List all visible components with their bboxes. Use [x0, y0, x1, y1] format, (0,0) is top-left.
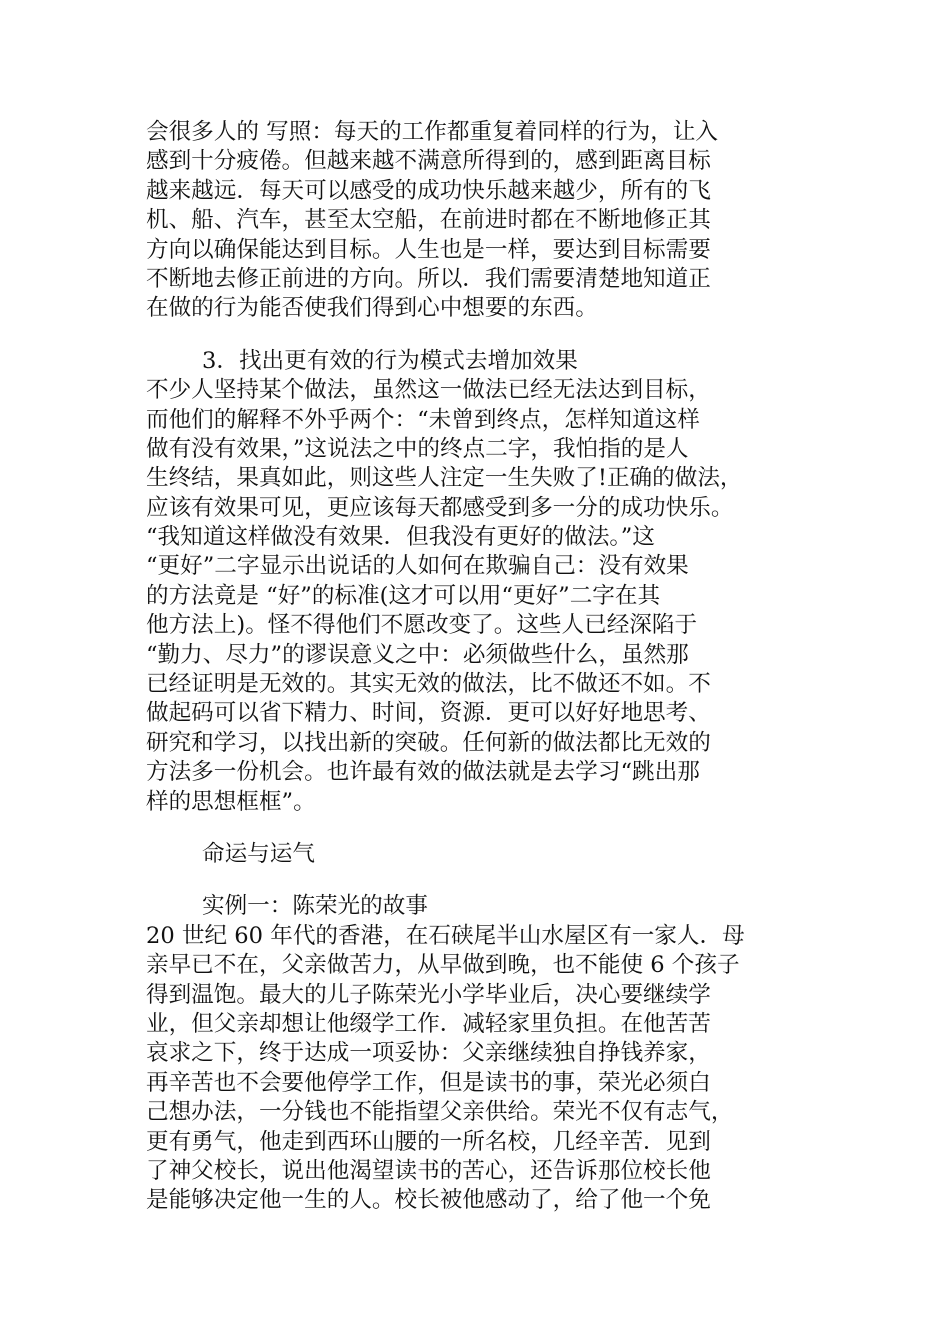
example-1-heading: 实例一：陈荣光的故事 [202, 893, 428, 920]
text-line: “勤力、尽力”的谬误意义之中：必须做些什么，虽然那 [146, 641, 689, 668]
paragraph-gap [146, 869, 818, 892]
section-3 [146, 347, 818, 817]
text-line: 是能够决定他一生的人。校长被他感动了，给了他一个免 [146, 1187, 711, 1214]
text-line: 了神父校长，说出他渴望读书的苦心，还告诉那位校长他 [146, 1157, 711, 1184]
section-fate-heading: 命运与运气 [202, 840, 315, 867]
example-1 [146, 892, 818, 1215]
text-line: 不少人坚持某个做法，虽然这一做法已经无法达到目标， [146, 377, 711, 404]
text-line: 在做的行为能否使我们得到心中想要的东西。 [146, 295, 598, 322]
paragraph-gap [146, 324, 818, 347]
text-line: 做有没有效果，”这说法之中的终点二字，我怕指的是人 [146, 435, 689, 462]
text-line: 做起码可以省下精力、时间，资源．更可以好好地思考、 [146, 700, 711, 727]
section-fate [146, 840, 818, 869]
text-line: “更好”二字显示出说话的人如何在欺骗自己：没有效果 [146, 553, 689, 580]
text-line: 更有勇气，他走到西环山腰的一所名校，几经辛苦．见到 [146, 1128, 711, 1155]
text-line: “我知道这样做没有效果．但我没有更好的做法。”这 [146, 524, 655, 551]
text-line: 他方法上)。怪不得他们不愿改变了。这些人已经深陷于 [146, 612, 698, 639]
text-line: 生终结，果真如此，则这些人注定一生失败了!正确的做法， [146, 465, 743, 492]
text-line: 已经证明是无效的。其实无效的做法，比不做还不如。不 [146, 671, 711, 698]
text-line: 研究和学习，以找出新的突破。任何新的做法都比无效的 [146, 729, 711, 756]
text-line: 方法多一份机会。也许最有效的做法就是去学习“跳出那 [146, 759, 700, 786]
text-line: 得到温饱。最大的儿子陈荣光小学毕业后，决心要继续学 [146, 981, 711, 1008]
text-line: 而他们的解释不外乎两个：“未曾到终点，怎样知道这样 [146, 406, 700, 433]
text-line: 己想办法，一分钱也不能指望父亲供给。荣光不仅有志气， [146, 1099, 734, 1126]
text-line: 不断地去修正前进的方向。所以．我们需要清楚地知道正 [146, 265, 711, 292]
text-line: 方向以确保能达到目标。人生也是一样，要达到目标需要 [146, 236, 711, 263]
text-line: 越来越远．每天可以感受的成功快乐越来越少，所有的飞 [146, 177, 711, 204]
text-line: 感到十分疲倦。但越来越不满意所得到的，感到距离目标 [146, 148, 711, 175]
text-line: 20 世纪 60 年代的香港，在石硖尾半山水屋区有一家人．母 [146, 922, 745, 949]
paragraph-continuation [146, 118, 818, 324]
text-line: 业，但父亲却想让他缀学工作．减轻家里负担。在他苦苦 [146, 1010, 711, 1037]
paragraph-gap [146, 817, 818, 840]
document-body [146, 118, 818, 1216]
text-line: 样的思想框框”。 [146, 788, 316, 815]
text-line: 会很多人的 写照：每天的工作都重复着同样的行为，让入 [146, 119, 719, 145]
text-line: 的方法竟是 “好”的标准(这才可以用“更好”二字在其 [146, 582, 661, 609]
text-line: 应该有效果可见，更应该每天都感受到多一分的成功快乐。 [146, 494, 734, 521]
text-line: 哀求之下，终于达成一项妥协：父亲继续独自挣钱养家， [146, 1040, 711, 1067]
section-3-heading: 3．找出更有效的行为模式去增加效果 [202, 347, 578, 374]
text-line: 亲早已不在，父亲做苦力，从早做到晚，也不能使 6 个孩子 [146, 952, 740, 979]
text-line: 机、船、汽车，甚至太空船，在前进时都在不断地修正其 [146, 207, 711, 234]
text-line: 再辛苦也不会要他停学工作，但是读书的事，荣光必须白 [146, 1069, 711, 1096]
